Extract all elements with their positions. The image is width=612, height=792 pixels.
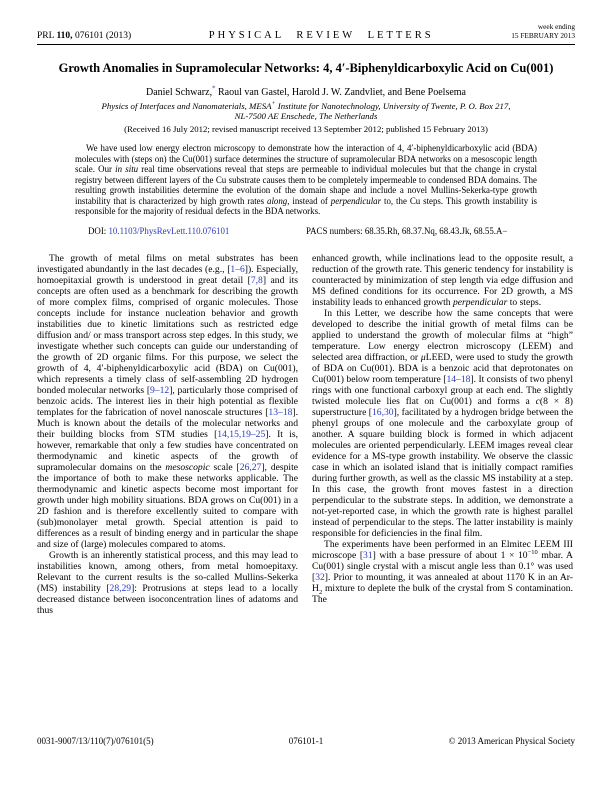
footnote-link[interactable]: * bbox=[212, 85, 216, 93]
abstract: We have used low energy electron microscopy to demonstrate how the interaction of 4, 4′-biphenyldicarboxylic acid (BDA) molecules with (steps on) the Cu(001) surface determines the structure of supramolecular BDA networks on a mesoscopic length scale. Our in situ real time observations reveal that steps are permeable to individual molecules but that the change in crystal registry between different layers of the Cu substrate causes them to be completely impermeable to condensed BDA domains. The resulting growth instabilities determine the evolution of the domain shape and include a novel Mullins-Sekerka-type growth instability that is characterized by high growth rates along, instead of perpendicular to, the Cu steps. This growth instability is responsible for the majority of residual defects in the BDA networks. bbox=[75, 143, 538, 217]
page-number: 076101-1 bbox=[288, 736, 324, 746]
citation-link[interactable]: 14–18 bbox=[446, 373, 471, 385]
body-paragraph: In this Letter, we describe how the same concepts that were developed to describe the initial growth of metal films can be applied to understand the growth of molecular films at “high” temperature. Low energy electron microscopy (LEEM) and selected area diffraction, or μLEED, were used to study the growth of BDA on Cu(001). BDA is a benzoic acid that deprotonates on Cu(001) below room temperature [14–18]. It consists of two phenyl rings with one functional carboxyl group at each end. The slightly twisted molecule lies flat on Cu(001) and forms a c(8 × 8) superstructure [16,30], facilitated by a hydrogen bridge between the phenyl groups of one molecule and the carboxylate group of another. A square building block is formed in which adjacent molecules are oriented perpendicularly. LEEM images reveal clear evidence for a MS-type growth instability. We observe the classic case in which an isolated island that is initially compact ramifies during further growth, as well as the classic MS instability at a step. In this case, the growth front moves fastest in a direction perpendicular to the substrate steps. In addition, we demonstrate a not-yet-reported case, in which the growth rate is highest parallel instead of perpendicular to the steps. The latter instability is mainly responsible for deficiencies in the final film. bbox=[312, 307, 573, 539]
citation-link[interactable]: 7,8 bbox=[250, 274, 263, 286]
copyright-notice: © 2013 American Physical Society bbox=[448, 736, 575, 746]
pacs-numbers: PACS numbers: 68.35.Rh, 68.37.Nq, 68.43.Jk, 68.55.A− bbox=[306, 225, 508, 236]
body-paragraph: Growth is an inherently statistical process, and this may lead to instabilities known, among others, from metal homoepitaxy. Relevant to the current results is the so-called Mullins-Sekerka (MS) instability [28,29]: Protrusions at steps lead to a locally decreased distance between isoconcentration lines of adatoms and thus bbox=[37, 549, 298, 616]
citation-link[interactable]: 28,29 bbox=[109, 582, 132, 594]
body-paragraph: The growth of metal films on metal substrates has been investigated abundantly in the last decades (e.g., [1–6]). Especially, homoepitaxial growth is understood in great detail [7,8] and its concepts are often used as a benchmark for describing the growth of more complex films, comprised of organic molecules. Those concepts include for instance nucleation behavior and growth instabilities due to kinetic limitations such as restricted edge diffusion and/ or mass transport across step edges. In this study, we investigate whether such concepts can guide our understanding of the growth of 2D organic films. For this purpose, we select the growth of 4, 4′-biphenyldicarboxylic acid (BDA) on Cu(001), which represents a timely class of self-assembling 2D hydrogen bonded molecular networks [9–12], particularly those comprised of benzoic acids. The interest lies in their high potential as flexible templates for the fabrication of novel nanoscale structures [13–18]. Much is known about the details of the molecular networks and their building blocks from STM studies [14,15,19–25]. It is, however, remarkable that only a few studies have concentrated on thermodynamic and kinetic aspects of the growth of supramolecular domains on the mesoscopic scale [26,27], despite the importance of both to make these networks applicable. The thermodynamic and kinetic aspects become most important for growth under high mobility situations. BDA grows on Cu(001) in a 2D fashion and is therefore excellently suited to compare with (sub)monolayer metal growth. Special attention is paid to differences as a result of binding energy and in particular the shape and size of (large) molecules compared to atoms. bbox=[37, 252, 299, 550]
author-list: Daniel Schwarz,* Raoul van Gastel, Harold J. W. Zandvliet, and Bene Poelsema bbox=[145, 85, 466, 98]
doi-link[interactable]: 10.1103/PhysRevLett.110.076101 bbox=[108, 225, 230, 236]
running-header bbox=[37, 23, 575, 41]
issn-identifier: 0031-9007/13/110(7)/076101(5) bbox=[37, 736, 154, 746]
doi-pacs-row bbox=[75, 226, 537, 236]
doi-label: DOI: bbox=[88, 225, 109, 236]
doi bbox=[75, 226, 306, 236]
issue-date: 15 FEBRUARY 2013 bbox=[511, 30, 575, 40]
affiliation-line-1: Physics of Interfaces and Nanomaterials, MESA+ Institute for Nanotechnology, University of Twente, P. O. Box 217, bbox=[101, 100, 511, 111]
week-ending-label: week ending bbox=[537, 22, 575, 31]
right-column bbox=[312, 253, 573, 616]
left-column bbox=[37, 253, 298, 616]
citation-link[interactable]: 13–18 bbox=[268, 406, 293, 418]
body-paragraph: enhanced growth, while inclinations lead to the opposite result, a reduction of the growth rate. This generic tendency for instability is counteracted by minimization of step length via edge diffusion and MS defined conditions for its occurrence. For 2D growth, a MS instability leads to enhanced growth perpendicular to steps. bbox=[312, 252, 573, 308]
affiliation bbox=[37, 101, 575, 123]
body-columns bbox=[37, 253, 575, 616]
citation-link[interactable]: 14,15,19–25 bbox=[217, 428, 266, 440]
citation-link[interactable]: 26,27 bbox=[239, 461, 262, 473]
citation-link[interactable]: 9–12 bbox=[150, 384, 170, 396]
journal-reference: PRL 110, 076101 (2013) bbox=[37, 30, 132, 41]
citation-link[interactable]: 1–6 bbox=[230, 263, 245, 275]
body-paragraph: The experiments have been performed in an Elmitec LEEM III microscope [31] with a base pressure of about $1 \times 10^{-10}$ mbar. A Cu(001) single crystal with a miscut angle less than 0.1° was used [32]. Prior to mounting, it was annealed at about 1170 K in an $Ar-H_2$ mixture to deplete the bulk of the crystal from S contamination. The bbox=[312, 538, 573, 605]
received-dates: (Received 16 July 2012; revised manuscript received 13 September 2012; published 15 February 2013) bbox=[124, 124, 488, 135]
citation-link[interactable]: 31 bbox=[363, 549, 373, 561]
header-rule bbox=[37, 44, 575, 45]
article-title: Growth Anomalies in Supramolecular Networks: 4, 4′-Biphenyldicarboxylic Acid on Cu(001) bbox=[58, 60, 554, 75]
page-footer bbox=[37, 736, 575, 746]
citation-link[interactable]: 32 bbox=[315, 571, 325, 583]
citation-link[interactable]: 16,30 bbox=[372, 406, 394, 418]
affiliation-line-2: NL-7500 AE Enschede, The Netherlands bbox=[234, 111, 378, 122]
week-ending-date bbox=[511, 23, 575, 41]
journal-name: PHYSICAL REVIEW LETTERS bbox=[208, 29, 434, 41]
